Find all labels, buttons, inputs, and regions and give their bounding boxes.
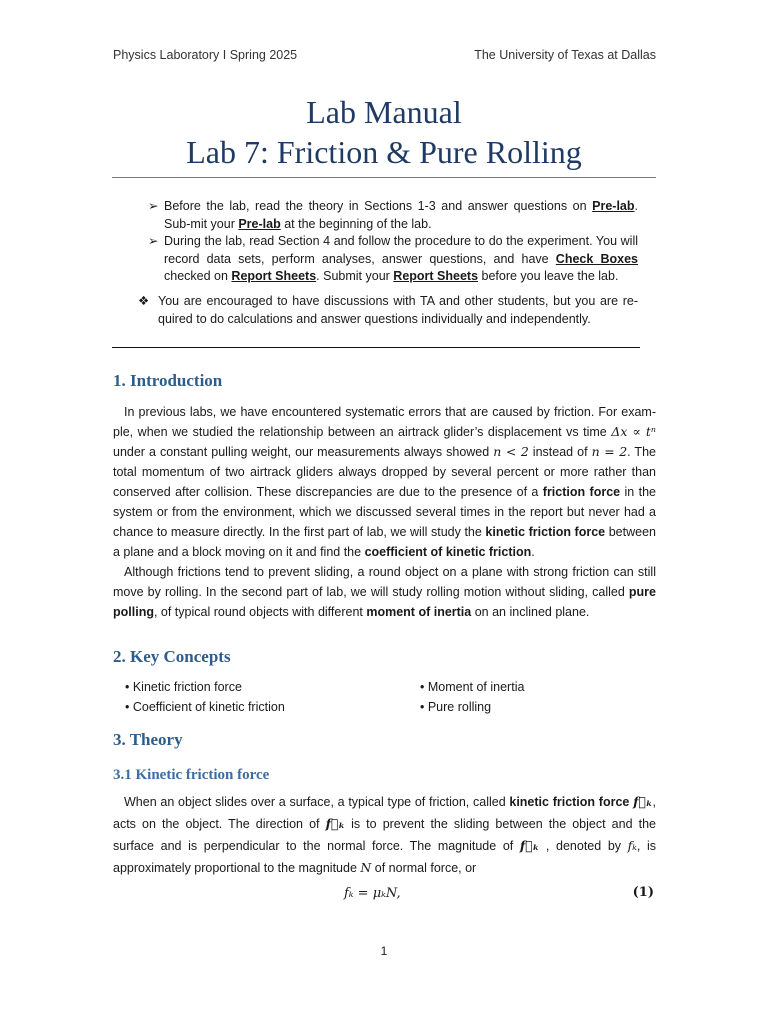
instruction-item-prelab	[148, 198, 638, 233]
inline-math: n < 2	[493, 444, 529, 459]
paragraph-text: , denoted by	[539, 839, 628, 853]
key-concept-item: • Coefficient of kinetic friction	[125, 700, 285, 714]
key-concept-item: • Pure rolling	[420, 700, 492, 714]
inline-math: Δx ∝ tⁿ	[611, 424, 656, 439]
prelab-emphasis: Pre-lab	[592, 199, 635, 213]
page-number: 1	[380, 944, 388, 958]
paragraph-text: . The total momentum of two airtrack gliders always dropped by several percent or more rather than conserved after collision. These discrepancies are due to the presence of a	[113, 445, 656, 499]
section-heading-key-concepts: 2. Key Concepts	[113, 647, 231, 666]
theory-paragraph	[113, 791, 656, 879]
key-concept-item: • Moment of inertia	[420, 680, 525, 694]
title-line-1: Lab Manual	[306, 94, 462, 130]
diamond-bullet-icon: ❖	[138, 294, 150, 308]
title-divider	[112, 177, 656, 178]
instruction-item-discussion	[138, 293, 638, 328]
instruction-item-during-lab	[148, 233, 638, 286]
bold-term: coefficient of kinetic friction	[364, 545, 532, 559]
bold-term: kinetic friction force	[509, 795, 630, 809]
inline-math: fₖ	[627, 838, 637, 853]
title-line-2: Lab 7: Friction & Pure Rolling	[186, 134, 582, 170]
vector-symbol: f⃗ₖ	[325, 816, 345, 831]
paragraph-text: under a constant pulling weight, our measurements always showed	[113, 445, 494, 459]
bold-term: pure polling	[113, 585, 656, 619]
inline-math: n = 2	[591, 444, 628, 459]
paragraph-text: is to prevent the sliding between the object and the surface and is perpendicular to the normal force. The magnitude of	[113, 817, 656, 853]
section-divider	[112, 347, 640, 348]
paragraph-text: of normal force, or	[371, 861, 477, 875]
subsection-heading-kinetic-friction: 3.1 Kinetic friction force	[113, 767, 270, 783]
running-header-left: Physics Laboratory I Spring 2025	[113, 48, 298, 62]
document-title	[0, 92, 768, 172]
paragraph-text: in the system or from the environment, which we discussed several times in the report but never had a chance to measure directly. In the first part of lab, we will study the	[113, 485, 656, 539]
instruction-text: During the lab, read Section 4 and follow the procedure to do the experiment. You will record data sets, perform analyses, answer questions, and have	[164, 234, 638, 266]
prelab-emphasis: Pre-lab	[238, 216, 281, 231]
check-boxes-emphasis: Check Boxes	[555, 251, 639, 266]
arrow-bullet-icon: ➢	[148, 199, 159, 213]
bold-term: kinetic friction force	[485, 525, 606, 539]
equation-number: (1)	[632, 885, 654, 900]
instruction-text: at the beginning of the lab.	[280, 216, 432, 231]
instruction-text: checked on	[164, 269, 232, 283]
paragraph-text: , acts on the object. The direction of	[113, 795, 656, 831]
paragraph-text: When an object slides over a surface, a typical type of friction, called	[124, 795, 510, 809]
paragraph-text: Although frictions tend to prevent sliding, a round object on a plane with strong friction can still move by rolling. In the second part of lab, we will study rolling motion without sliding, called	[113, 565, 656, 599]
instruction-text: . Submit your	[316, 269, 394, 283]
bold-term: friction force	[542, 485, 621, 499]
inline-math: N	[360, 860, 372, 875]
report-sheets-emphasis: Report Sheets	[393, 269, 479, 283]
section-heading-introduction: 1. Introduction	[113, 371, 223, 390]
equation: fₖ = μₖN,	[344, 886, 401, 901]
running-header-right: The University of Texas at Dallas	[474, 48, 656, 62]
paragraph-text: instead of	[528, 445, 592, 459]
bold-term: moment of inertia	[366, 605, 472, 619]
paragraph-text: between a plane and a block moving on it and find the	[113, 525, 656, 559]
vector-symbol: f⃗ₖ	[519, 838, 540, 853]
instruction-text: Before the lab, read the theory in Sections 1-3 and answer questions on	[164, 199, 593, 213]
arrow-bullet-icon: ➢	[148, 234, 159, 248]
section-heading-theory: 3. Theory	[113, 730, 183, 749]
intro-paragraph-1	[113, 402, 656, 562]
paragraph-text: .	[531, 545, 535, 559]
intro-paragraph-2	[113, 562, 656, 622]
report-sheets-emphasis: Report Sheets	[231, 269, 317, 283]
instruction-text: . Sub-mit your	[164, 199, 638, 231]
paragraph-text: In previous labs, we have encountered systematic errors that are caused by friction. For exam-ple, when we studied the relationship between an airtrack glider’s displacement vs time	[113, 405, 656, 439]
paragraph-text: , of typical round objects with different	[153, 605, 367, 619]
paragraph-text: , is approximately proportional to the magnitude	[113, 839, 656, 875]
paragraph-text: on an inclined plane.	[471, 605, 590, 619]
instruction-text: before you leave the lab.	[478, 269, 619, 283]
key-concept-item: • Kinetic friction force	[125, 680, 242, 694]
instruction-text: You are encouraged to have discussions with TA and other students, but you are re-quired to do calculations and answer questions individually and independently.	[158, 294, 638, 326]
vector-symbol: f⃗ₖ	[633, 794, 653, 809]
